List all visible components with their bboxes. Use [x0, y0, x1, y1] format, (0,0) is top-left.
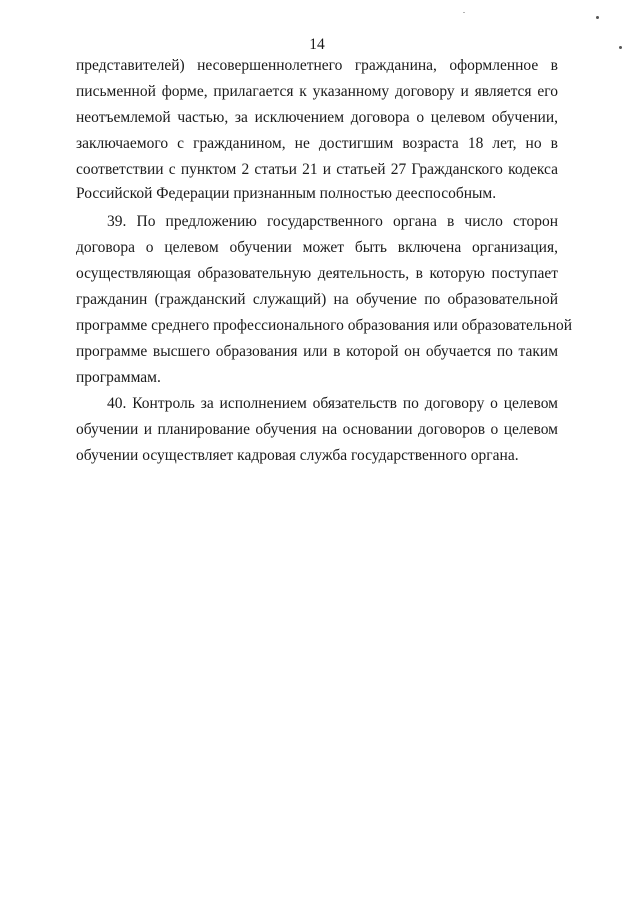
text-line: осуществляющая образовательную деятельность, в которую поступает — [76, 265, 558, 282]
scan-speck — [596, 16, 599, 19]
scan-speck — [619, 46, 622, 49]
text-line: неотъемлемой частью, за исключением договора о целевом обучении, — [76, 109, 558, 126]
text-line: программам. — [76, 369, 161, 386]
text-line: 39. По предложению государственного органа в число сторон — [107, 213, 558, 230]
text-line: соответствии с пунктом 2 статьи 21 и статьей 27 Гражданского кодекса — [76, 161, 558, 178]
page-number: 14 — [309, 36, 325, 53]
text-line: программе среднего профессионального образования или образовательной — [76, 317, 573, 334]
text-line: 40. Контроль за исполнением обязательств по договору о целевом — [107, 395, 558, 412]
text-line: договора о целевом обучении может быть включена организация, — [76, 239, 558, 256]
text-line: обучении осуществляет кадровая служба государственного органа. — [76, 447, 519, 464]
text-line: обучении и планирование обучения на основании договоров о целевом — [76, 421, 558, 438]
scan-speck — [463, 12, 465, 13]
text-line: Российской Федерации признанным полностью дееспособным. — [76, 185, 497, 202]
text-line: гражданин (гражданский служащий) на обучение по образовательной — [76, 291, 558, 308]
text-line: программе высшего образования или в которой он обучается по таким — [76, 343, 558, 360]
text-line: представителей) несовершеннолетнего гражданина, оформленное в — [76, 57, 558, 74]
text-line: заключаемого с гражданином, не достигшим возраста 18 лет, но в — [76, 135, 558, 152]
text-line: письменной форме, прилагается к указанному договору и является его — [76, 83, 558, 100]
